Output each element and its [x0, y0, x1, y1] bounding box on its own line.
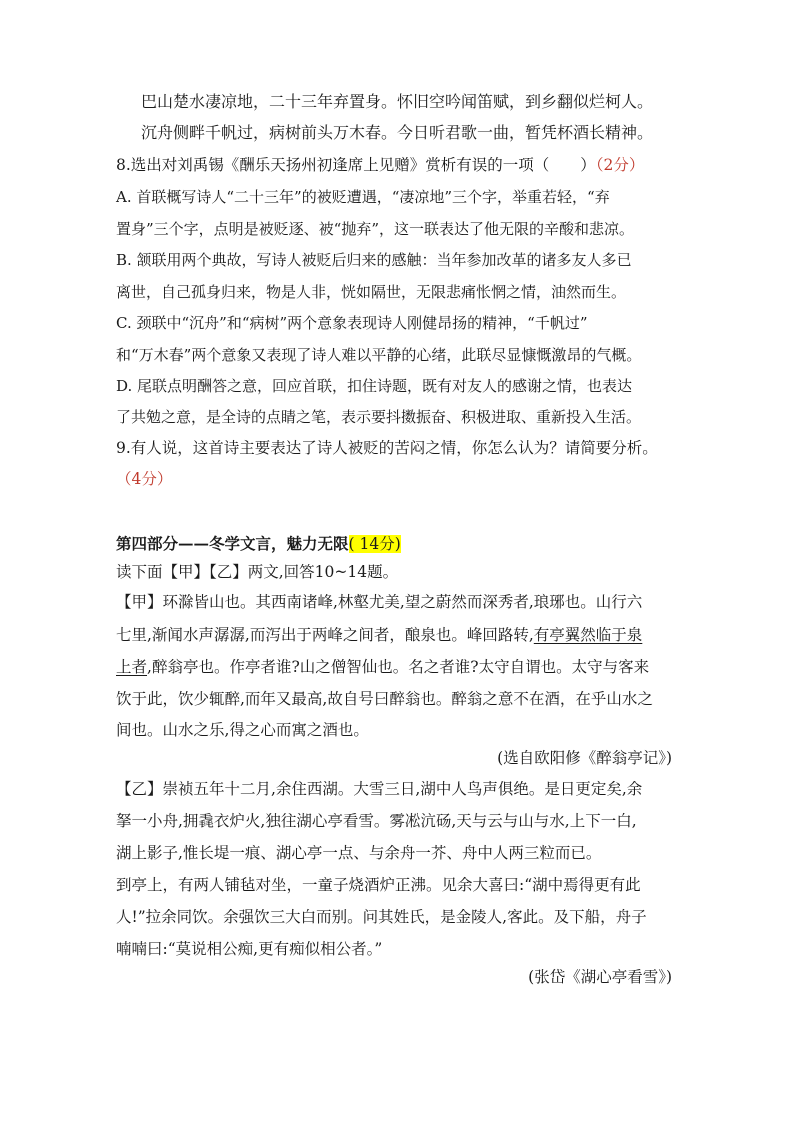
- underlined-sentence-part-1: 有亭翼然临于泉: [533, 626, 643, 644]
- part-4-intro: 读下面【甲】【乙】两文,回答10~14题。: [116, 563, 399, 581]
- part-4-title: 第四部分——冬学文言，魅力无限: [116, 534, 349, 553]
- choice-a-line-2: 置身”三个字，点明是被贬逐、被“抛弃”，这一联表达了他无限的辛酸和悲凉。: [116, 220, 635, 238]
- question-9-score: （4分）: [116, 470, 173, 488]
- question-8-score: （2分）: [595, 156, 645, 174]
- text-yi-line-5: 人!”拉余同饮。余强饮三大白而别。问其姓氏，是金陵人,客此。及下船，舟子: [116, 908, 647, 926]
- text-jia-line-5: 间也。山水之乐,得之心而寓之酒也。: [116, 721, 369, 739]
- text-jia-line-2-main: 七里,渐闻水声潺潺,而泻出于两峰之间者，酿泉也。峰回路转,: [116, 626, 534, 644]
- choice-b-line-1: B. 颔联用两个典故，写诗人被贬后归来的感触：当年参加改革的诸多友人多已: [116, 251, 632, 269]
- question-8-text: 8.选出对刘禹锡《酬乐天扬州初逢席上见赠》赏析有误的一项（ ）: [116, 156, 596, 174]
- question-8-stem: [116, 154, 644, 176]
- choice-d-line-1: D. 尾联点明酬答之意，回应首联，扣住诗题，既有对友人的感谢之情，也表达: [116, 377, 633, 395]
- part-4-score: ( 14分): [348, 535, 401, 553]
- part-4-heading: [116, 533, 401, 555]
- text-jia-line-2: [116, 624, 642, 646]
- text-yi-source: (张岱《湖心亭看雪》): [528, 968, 672, 986]
- poem-line-2: 沉舟侧畔千帆过，病树前头万木春。今日听君歌一曲，暂凭杯酒长精神。: [141, 123, 654, 142]
- text-jia-line-4: 饮于此，饮少辄醉,而年又最高,故自号曰醉翁也。醉翁之意不在酒，在乎山水之: [116, 690, 653, 708]
- choice-b-line-2: 离世，自己孤身归来，物是人非，恍如隔世，无限悲痛怅惘之情，油然而生。: [116, 283, 627, 301]
- choice-c-line-2: 和“万木春”两个意象又表现了诗人难以平静的心绪，此联尽显慷慨激昂的气概。: [116, 346, 642, 364]
- choice-d-line-2: 了共勉之意，是全诗的点睛之笔，表示要抖擞振奋、积极进取、重新投入生活。: [116, 408, 642, 426]
- poem-line-1: 巴山楚水凄凉地，二十三年弃置身。怀旧空吟闻笛赋，到乡翻似烂柯人。: [141, 92, 654, 111]
- text-yi-line-1: 【乙】崇祯五年十二月,余住西湖。大雪三日,湖中人鸟声俱绝。是日更定矣,余: [116, 780, 643, 798]
- text-jia-line-1: 【甲】环滁皆山也。其西南诸峰,林壑尤美,望之蔚然而深秀者,琅琊也。山行六: [116, 593, 643, 611]
- text-yi-line-2: 拏一小舟,拥毳衣炉火,独往湖心亭看雪。雾凇沆砀,天与云与山与水,上下一白,: [116, 812, 637, 830]
- choice-a-line-1: A. 首联概写诗人“二十三年”的被贬遭遇，“凄凉地”三个字，举重若轻，“弃: [116, 188, 610, 206]
- underlined-sentence-part-2: 上者: [116, 658, 148, 676]
- question-9-stem: 9.有人说，这首诗主要表达了诗人被贬的苦闷之情，你怎么认为？请简要分析。: [116, 439, 658, 457]
- text-jia-line-3: [116, 656, 649, 678]
- text-jia-source: (选自欧阳修《醉翁亭记》): [497, 749, 672, 767]
- text-yi-line-4: 到亭上，有两人铺毡对坐，一童子烧酒炉正沸。见余大喜曰:“湖中焉得更有此: [116, 876, 641, 894]
- text-jia-line-3-main: ,醉翁亭也。作亭者谁?山之僧智仙也。名之者谁?太守自谓也。太守与客来: [147, 658, 650, 676]
- text-yi-line-3: 湖上影子,惟长堤一痕、湖心亭一点、与余舟一芥、舟中人两三粒而已。: [116, 844, 602, 862]
- choice-c-line-1: C. 颈联中“沉舟”和“病树”两个意象表现诗人刚健昂扬的精神，“千帆过”: [116, 314, 588, 332]
- text-yi-line-6: 喃喃曰:“莫说相公痴,更有痴似相公者。”: [116, 940, 383, 958]
